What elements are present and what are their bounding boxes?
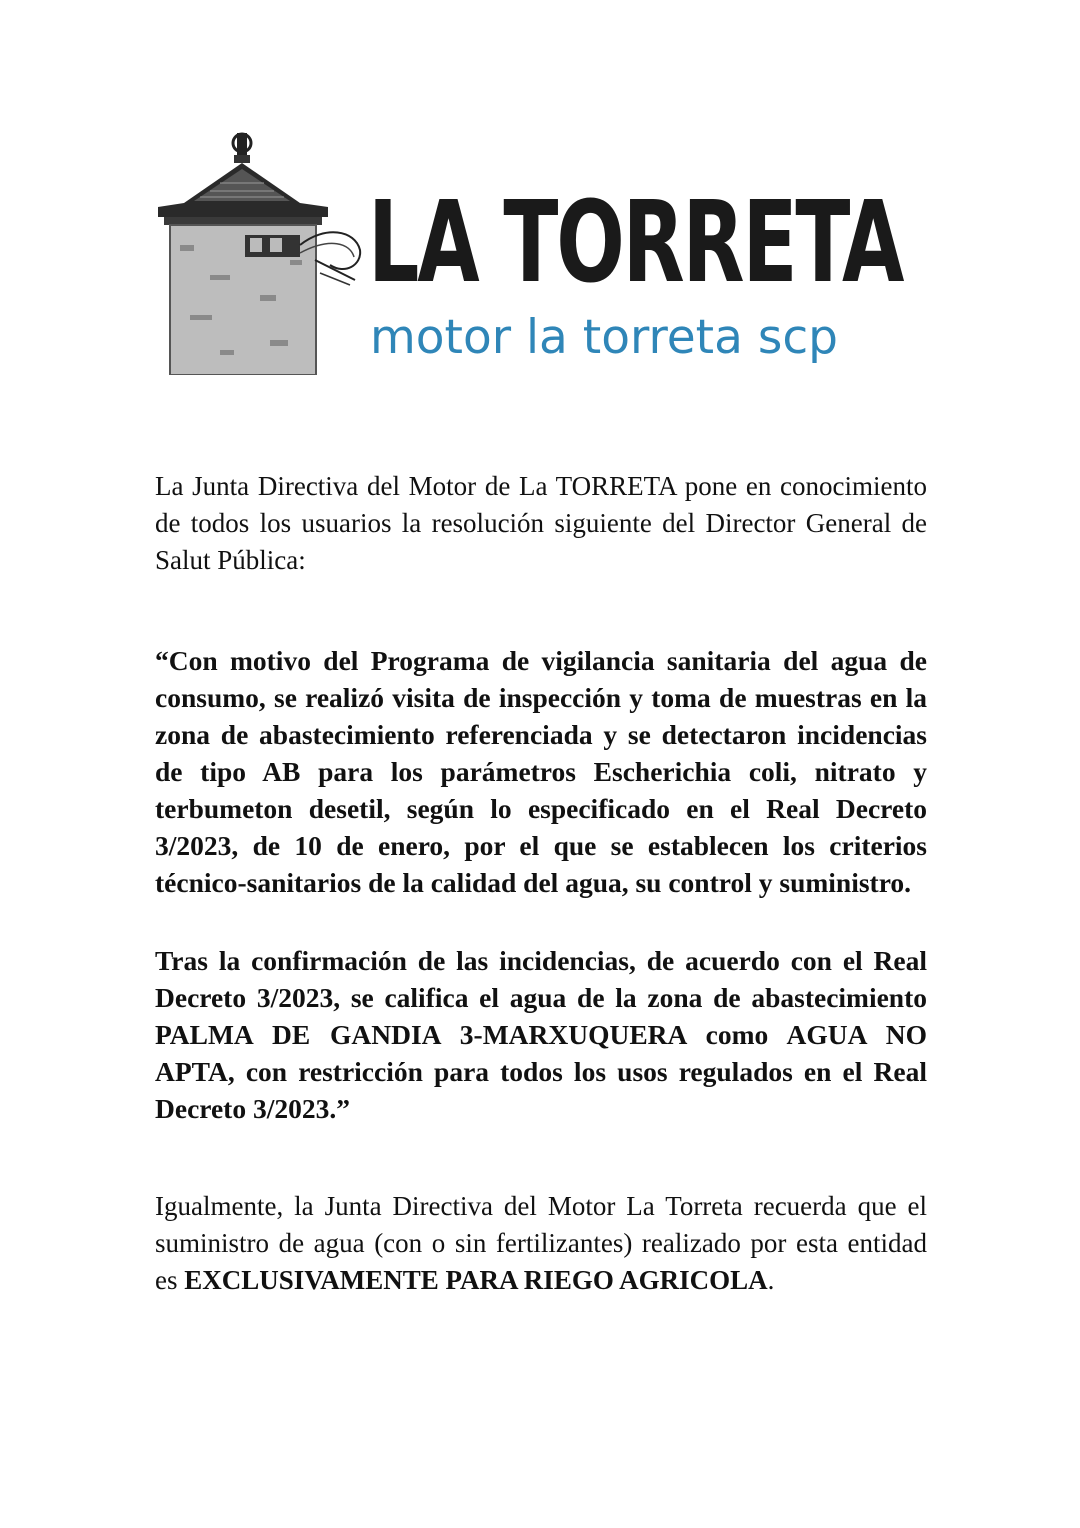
intro-text: La Junta Directiva del Motor de La TORRETA pone en conocimiento de todos los usuarios la resolución siguiente del Director General de Salut Pública: <box>155 471 927 575</box>
closing-end: . <box>767 1265 775 1295</box>
resolution-quote-2 <box>155 942 927 1127</box>
logo-title: LA TORRETA <box>368 178 903 308</box>
closing-paragraph <box>155 1188 927 1299</box>
intro-paragraph <box>155 468 927 579</box>
closing-text <box>155 1188 927 1299</box>
resolution-text-2: Tras la confirmación de las incidencias, de acuerdo con el Real Decreto 3/2023, se califica el agua de la zona de abastecimiento PALMA DE GANDIA 3-MARXUQUERA como AGUA NO APTA, con restricción para todos los usos regulados en el Real Decreto 3/2023.” <box>155 945 927 1124</box>
company-logo <box>150 125 903 375</box>
logo-subtitle: motor la torreta scp <box>370 310 839 365</box>
closing-start: Igualmente, la Junta Directiva del Motor La Torreta recuerda que el suministro de agua (con o sin fertilizantes) realizado por esta entidad es <box>155 1191 927 1295</box>
resolution-text-1: “Con motivo del Programa de vigilancia sanitaria del agua de consumo, se realizó visita de inspección y toma de muestras en la zona de abastecimiento referenciada y se detectaron incidencias de tipo AB para los parámetros Escherichia coli, nitrato y terbumeton desetil, según lo especificado en el Real Decreto 3/2023, de 10 de enero, por el que se establecen los criterios técnico-sanitarios de la calidad del agua, su control y suministro. <box>155 645 927 898</box>
closing-emphasis: EXCLUSIVAMENTE PARA RIEGO AGRICOLA <box>184 1265 768 1295</box>
resolution-quote-1 <box>155 642 927 901</box>
